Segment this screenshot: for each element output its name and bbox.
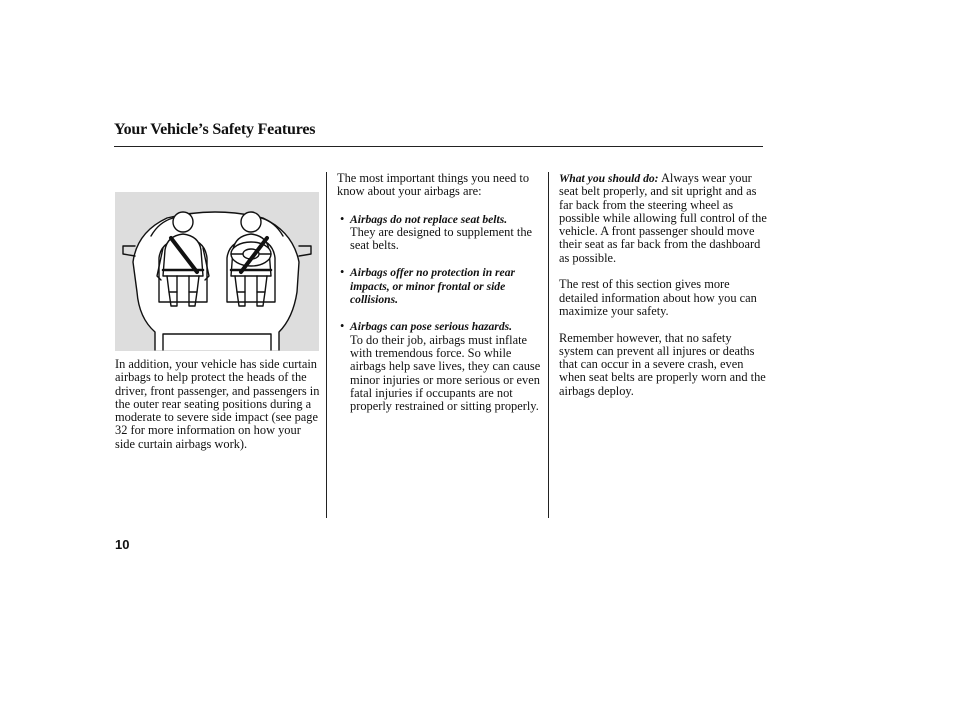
what-you-should-do-lead: What you should do: (559, 172, 659, 185)
bullet-text: To do their job, airbags must inflate with tremendous force. So while airbags help save lives, they can cause minor injuries or more serious or even fatal injuries if occupants are not properly restrained or sitting properly. (350, 332, 541, 414)
airbag-facts-intro: The most important things you need to know about your airbags are: (337, 171, 530, 199)
list-item (337, 213, 543, 253)
list-item (337, 320, 543, 413)
list-item (337, 266, 543, 306)
what-to-do-column (559, 172, 767, 411)
column-divider (326, 172, 327, 518)
rest-of-section-paragraph: The rest of this section gives more detailed information about how you can maximize your safety. (559, 277, 757, 318)
what-you-should-do-paragraph (559, 172, 767, 265)
bullet-heading: Airbags offer no protection in rear impacts, or minor frontal or side collisions. (350, 266, 516, 307)
airbag-illustration (115, 192, 319, 351)
what-you-should-do-text: Always wear your seat belt properly, and sit upright and as far back from the steering wheel as possible while allowing full control of the vehicle. A front passenger should move their seat as far back from the dashboard as possible. (559, 171, 767, 265)
remember-paragraph: Remember however, that no safety system can prevent all injures or deaths that can occur in a severe crash, even when seat belts are properly worn and the airbags deploy. (559, 330, 766, 398)
title-rule (114, 146, 763, 147)
column-divider (548, 172, 549, 518)
page-title: Your Vehicle’s Safety Features (114, 121, 316, 138)
bullet-text: They are designed to supplement the seat belts. (350, 224, 533, 253)
page-number: 10 (115, 537, 130, 552)
bullet-heading: Airbags can pose serious hazards. (350, 320, 513, 334)
car-occupants-drawing (115, 192, 319, 351)
airbag-facts-column (337, 172, 543, 413)
side-curtain-airbags-paragraph: In addition, your vehicle has side curtain airbags to help protect the heads of the driver, front passenger, and passengers in the outer rear seating positions during a moderate to severe side impact (see page 32 for more information on how your side curtain airbags work). (115, 357, 320, 451)
bullet-heading: Airbags do not replace seat belts. (350, 212, 508, 226)
